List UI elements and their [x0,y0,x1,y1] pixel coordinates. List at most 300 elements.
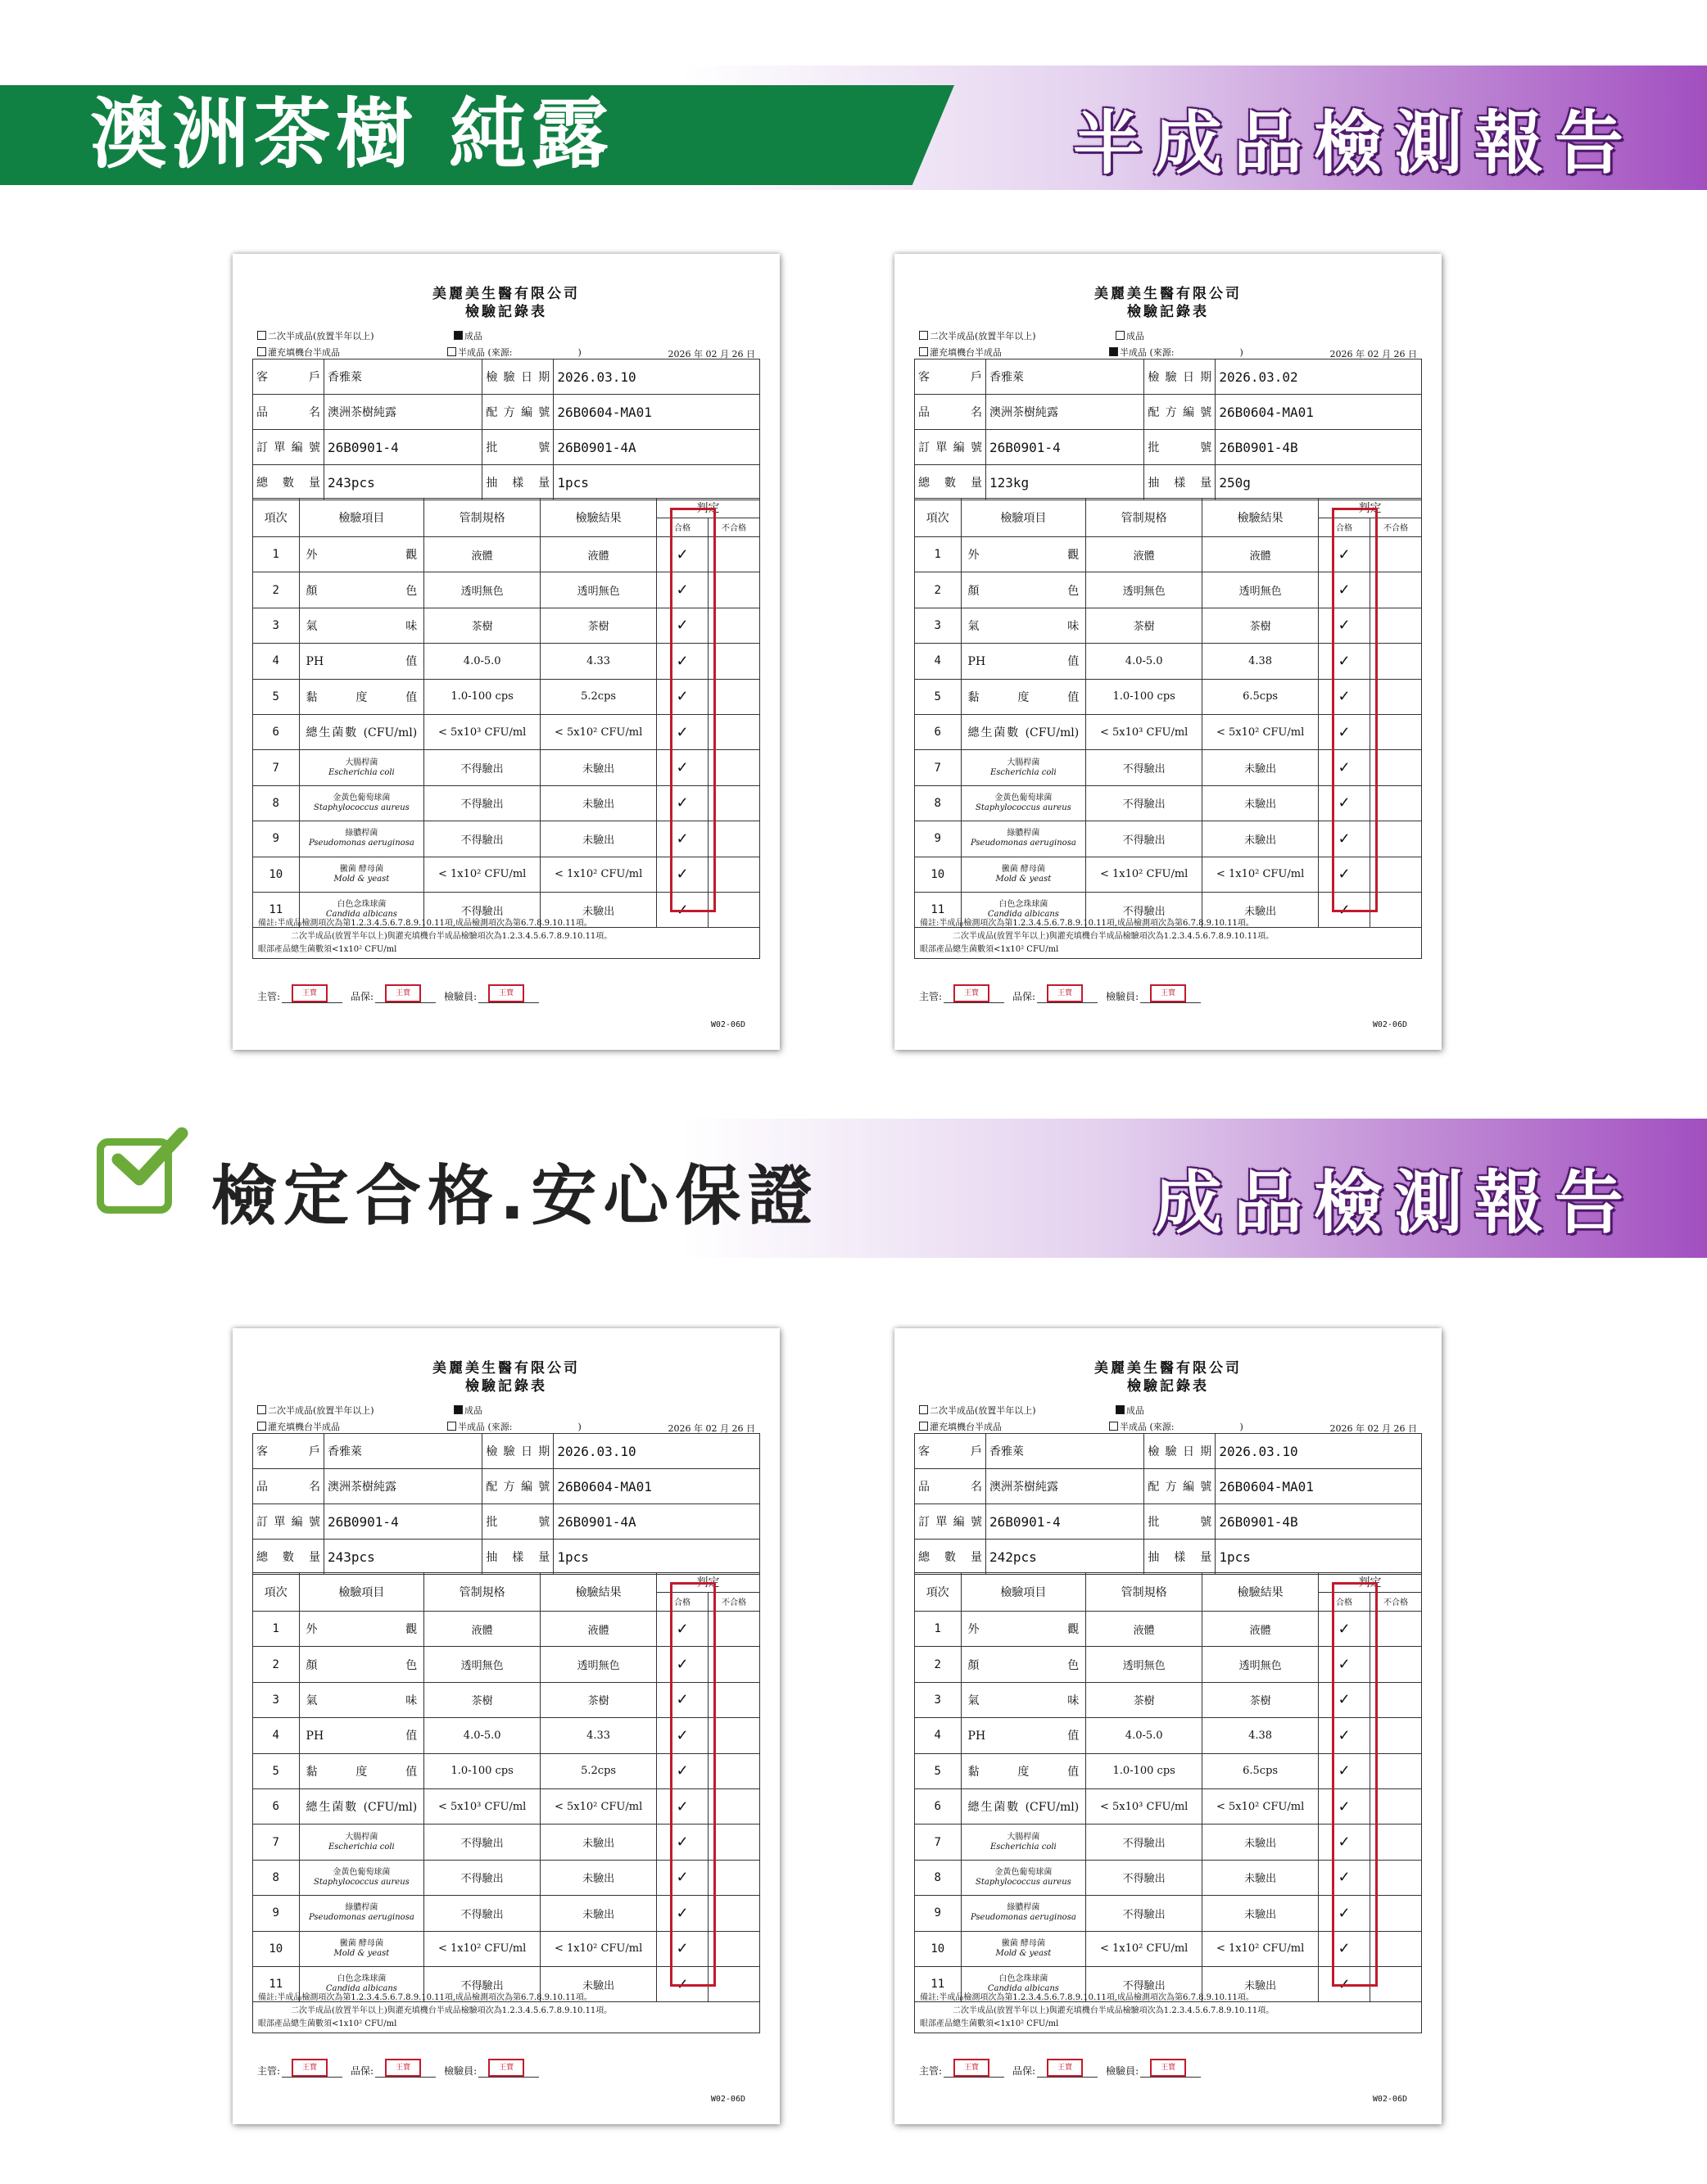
item-spec: 茶樹 [424,608,541,643]
pass-check-icon: ✓ [657,1788,709,1824]
pass-check-icon: ✓ [657,1931,709,1966]
item-no: 4 [915,1718,962,1753]
item-result: 未驗出 [541,785,657,821]
item-result: 4.33 [541,1718,657,1753]
stamp: 王寶 [488,984,524,1002]
item-spec: 不得驗出 [1086,1860,1202,1895]
header-pass: 合格 [1319,518,1370,537]
pass-column-highlight [670,1582,716,1987]
item-result: < 5x10² CFU/ml [1202,1788,1319,1824]
pass-check-icon: ✓ [657,714,709,749]
item-name: 總生菌數 (CFU/ml) [961,1788,1086,1824]
option-filled-semi: 灌充填機台半成品 [919,1420,1002,1433]
item-no: 5 [915,1753,962,1788]
item-spec: 4.0-5.0 [424,644,541,679]
item-name: 黏 度 值 [961,1753,1086,1788]
item-no: 9 [253,1896,300,1931]
header-no: 項次 [915,499,962,537]
item-result: 未驗出 [541,821,657,857]
form-title: 檢驗記錄表 [465,1378,547,1395]
item-name: 白色念珠球菌 Candida albicans [299,1966,424,2001]
check-icon [106,1127,188,1192]
form-number: W02-06D [1372,1020,1407,1029]
pass-check-icon: ✓ [657,1825,709,1860]
item-name: 金黃色葡萄球菌 Staphylococcus aureus [961,1860,1086,1895]
checkbox-icon [257,331,266,340]
pass-check-icon: ✓ [657,857,709,892]
pass-check-icon: ✓ [1319,608,1370,643]
item-result: 液體 [1202,537,1319,572]
option-finished: 成品 [454,1404,482,1417]
item-result: 透明無色 [1202,572,1319,608]
item-name: 大腸桿菌 Escherichia coli [299,1825,424,1860]
item-result: < 1x10² CFU/ml [1202,857,1319,892]
signature-row: 主管: 王寶 品保: 王寶 檢驗員: 王寶 [257,2064,547,2078]
item-no: 9 [915,1896,962,1931]
pass-check-icon: ✓ [657,572,709,608]
item-no: 2 [253,572,300,608]
inspection-document-semi-2 [894,254,1442,1050]
item-result: 未驗出 [1202,785,1319,821]
item-result: 茶樹 [1202,1682,1319,1717]
form-number: W02-06D [1372,2095,1407,2104]
total-value: 123kg [986,465,1144,500]
item-no: 9 [253,821,300,857]
item-result: < 1x10² CFU/ml [541,1931,657,1966]
item-name: 總生菌數 (CFU/ml) [961,714,1086,749]
label-batch: 批 號 [1144,430,1216,465]
stamp: 王寶 [953,2059,989,2077]
item-name: 綠膿桿菌 Pseudomonas aeruginosa [299,1896,424,1931]
item-spec: 透明無色 [424,1647,541,1682]
company-name: 美麗美生醫有限公司 [1094,1360,1242,1377]
item-no: 2 [915,1647,962,1682]
item-no: 11 [915,892,962,927]
sample-value: 250g [1216,465,1422,500]
product-value: 澳洲茶樹純露 [324,1469,482,1504]
item-result: 6.5cps [1202,1753,1319,1788]
header-item: 檢驗項目 [299,499,424,537]
header-spec: 管制規格 [424,499,541,537]
item-no: 2 [253,1647,300,1682]
item-no: 6 [253,1788,300,1824]
checkbox-icon [1116,331,1125,340]
option-semi: 半成品 (來源: ) [1109,346,1243,359]
item-result: 透明無色 [541,1647,657,1682]
item-result: 5.2cps [541,679,657,714]
checkbox-icon [454,1405,463,1414]
item-spec: 液體 [424,537,541,572]
header-verdict: 判定 [1319,1573,1422,1593]
item-result: 未驗出 [1202,1860,1319,1895]
item-name: 黏 度 值 [299,679,424,714]
pass-check-icon: ✓ [657,1718,709,1753]
stamp: 王寶 [1150,984,1186,1002]
item-name: 氣 味 [961,608,1086,643]
label-product: 品 名 [253,1469,324,1504]
label-customer: 客 戶 [915,359,986,395]
pass-column-highlight [1332,508,1378,912]
item-spec: 不得驗出 [1086,1896,1202,1931]
item-name: PH 值 [299,644,424,679]
pass-check-icon: ✓ [1319,572,1370,608]
pass-check-icon: ✓ [657,1896,709,1931]
label-sample: 抽樣量 [1144,1540,1216,1575]
checkbox-icon [919,1405,928,1414]
item-no: 1 [253,537,300,572]
pass-check-icon: ✓ [657,1682,709,1717]
pass-check-icon: ✓ [1319,892,1370,927]
item-no: 1 [253,1612,300,1647]
info-table [252,359,760,500]
item-spec: 茶樹 [1086,608,1202,643]
item-result: 未驗出 [541,750,657,785]
item-name: 綠膿桿菌 Pseudomonas aeruginosa [961,821,1086,857]
item-result: < 1x10² CFU/ml [1202,1931,1319,1966]
item-name: 外 觀 [299,537,424,572]
info-table [914,359,1422,500]
item-name: 大腸桿菌 Escherichia coli [961,1825,1086,1860]
option-filled-semi: 灌充填機台半成品 [257,346,340,359]
total-value: 243pcs [324,1540,482,1575]
form-number: W02-06D [710,1020,745,1029]
item-no: 10 [253,1931,300,1966]
label-total: 總數量 [253,1540,324,1575]
pass-check-icon: ✓ [657,1860,709,1895]
item-no: 8 [915,785,962,821]
option-second-semi: 二次半成品(放置半年以上) [257,1404,374,1417]
item-no: 7 [253,1825,300,1860]
item-name: 金黃色葡萄球菌 Staphylococcus aureus [299,1860,424,1895]
pass-check-icon: ✓ [657,608,709,643]
item-no: 6 [915,714,962,749]
item-result: < 5x10² CFU/ml [541,1788,657,1824]
pass-check-icon: ✓ [657,1647,709,1682]
label-customer: 客 戶 [253,1434,324,1469]
pass-check-icon: ✓ [657,892,709,927]
remarks: 備註:半成品檢測項次為第1.2.3.4.5.6.7.8.9.10.11項,成品檢測項次為第6.7.8.9.10.11項。 二次半成品(放置半年以上)與灌充填機台半成品檢驗項次為1.2.3.4.5.6.7.8.9.10.11項。 眼部產品總生菌數須<1x10² CFU/ml [252,916,760,959]
pass-check-icon: ✓ [1319,750,1370,785]
item-name: 大腸桿菌 Escherichia coli [961,750,1086,785]
item-spec: 不得驗出 [424,750,541,785]
checkbox-icon [919,331,928,340]
pass-check-icon: ✓ [1319,1825,1370,1860]
option-filled-semi: 灌充填機台半成品 [919,346,1002,359]
item-spec: 不得驗出 [424,1860,541,1895]
item-spec: 1.0-100 cps [1086,1753,1202,1788]
checkbox-icon [1116,1405,1125,1414]
item-spec: < 5x10³ CFU/ml [1086,1788,1202,1824]
item-result: < 1x10² CFU/ml [541,857,657,892]
item-name: 顏 色 [299,572,424,608]
item-result: 液體 [541,1612,657,1647]
stamp: 王寶 [292,2059,328,2077]
item-no: 2 [915,572,962,608]
checkbox-icon [1109,1422,1118,1431]
checkbox-icon [919,347,928,356]
item-spec: 不得驗出 [424,821,541,857]
pass-check-icon: ✓ [657,821,709,857]
item-spec: 液體 [1086,1612,1202,1647]
stamp: 王寶 [488,2059,524,2077]
checkbox-icon [1109,347,1118,356]
label-total: 總數量 [915,465,986,500]
label-product: 品 名 [253,395,324,430]
pass-check-icon: ✓ [657,1612,709,1647]
final-report-title: 成品檢測報告 [1152,1163,1635,1243]
customer-value: 香雅萊 [986,359,1144,395]
item-result: < 5x10² CFU/ml [1202,714,1319,749]
option-second-semi: 二次半成品(放置半年以上) [257,329,374,342]
item-spec: 不得驗出 [1086,1825,1202,1860]
label-formula: 配方編號 [482,395,554,430]
item-spec: 透明無色 [424,572,541,608]
item-name: 氣 味 [299,1682,424,1717]
header-no: 項次 [253,499,300,537]
order-value: 26B0901-4 [324,430,482,465]
item-no: 11 [915,1966,962,2001]
item-name: 黴菌 酵母菌 Mold & yeast [961,1931,1086,1966]
option-filled-semi: 灌充填機台半成品 [257,1420,340,1433]
product-value: 澳洲茶樹純露 [986,395,1144,430]
item-name: 總生菌數 (CFU/ml) [299,1788,424,1824]
pass-check-icon: ✓ [657,1753,709,1788]
item-no: 4 [253,1718,300,1753]
test-date-value: 2026.03.10 [554,359,760,395]
remarks: 備註:半成品檢測項次為第1.2.3.4.5.6.7.8.9.10.11項,成品檢測項次為第6.7.8.9.10.11項。 二次半成品(放置半年以上)與灌充填機台半成品檢驗項次為1.2.3.4.5.6.7.8.9.10.11項。 眼部產品總生菌數須<1x10² CFU/ml [252,1990,760,2033]
label-order: 訂單編號 [253,1504,324,1540]
header-pass: 合格 [657,518,709,537]
stamp: 王寶 [1047,984,1083,1002]
header-fail: 不合格 [1370,518,1422,537]
batch-value: 26B0901-4B [1216,1504,1422,1540]
item-no: 3 [253,608,300,643]
label-product: 品 名 [915,1469,986,1504]
sample-value: 1pcs [554,465,760,500]
item-result: 茶樹 [541,1682,657,1717]
item-name: 金黃色葡萄球菌 Staphylococcus aureus [299,785,424,821]
header-result: 檢驗結果 [1202,499,1319,537]
form-date: 2026 年 02 月 26 日 [1329,1423,1417,1434]
product-value: 澳洲茶樹純露 [324,395,482,430]
item-spec: 茶樹 [424,1682,541,1717]
pass-check-icon: ✓ [657,537,709,572]
form-date: 2026 年 02 月 26 日 [668,349,755,359]
item-name: 黴菌 酵母菌 Mold & yeast [299,1931,424,1966]
item-name: 白色念珠球菌 Candida albicans [299,892,424,927]
label-sample: 抽樣量 [1144,465,1216,500]
item-result: < 5x10² CFU/ml [541,714,657,749]
test-date-value: 2026.03.10 [554,1434,760,1469]
item-name: 大腸桿菌 Escherichia coli [299,750,424,785]
item-spec: < 5x10³ CFU/ml [424,714,541,749]
item-no: 6 [253,714,300,749]
label-customer: 客 戶 [915,1434,986,1469]
option-semi: 半成品 (來源: ) [447,1420,582,1433]
item-result: 未驗出 [541,892,657,927]
label-batch: 批 號 [482,1504,554,1540]
item-spec: 1.0-100 cps [424,1753,541,1788]
order-value: 26B0901-4 [986,1504,1144,1540]
pass-check-icon: ✓ [1319,644,1370,679]
checkbox-icon [447,347,456,356]
item-result: 未驗出 [541,1860,657,1895]
pass-check-icon: ✓ [1319,1753,1370,1788]
item-name: 白色念珠球菌 Candida albicans [961,1966,1086,2001]
header-item: 檢驗項目 [961,499,1086,537]
header-verdict: 判定 [657,499,760,518]
remarks: 備註:半成品檢測項次為第1.2.3.4.5.6.7.8.9.10.11項,成品檢測項次為第6.7.8.9.10.11項。 二次半成品(放置半年以上)與灌充填機台半成品檢驗項次為1.2.3.4.5.6.7.8.9.10.11項。 眼部產品總生菌數須<1x10² CFU/ml [914,916,1422,959]
inspection-document-final-1 [233,1328,780,2124]
item-name: 金黃色葡萄球菌 Staphylococcus aureus [961,785,1086,821]
pass-check-icon: ✓ [1319,1612,1370,1647]
item-result: 4.38 [1202,644,1319,679]
item-spec: 不得驗出 [1086,892,1202,927]
item-name: 黏 度 值 [961,679,1086,714]
formula-value: 26B0604-MA01 [1216,1469,1422,1504]
form-date: 2026 年 02 月 26 日 [1329,349,1417,359]
item-no: 5 [253,679,300,714]
item-name: 外 觀 [961,537,1086,572]
item-spec: < 1x10² CFU/ml [1086,857,1202,892]
item-no: 3 [253,1682,300,1717]
form-title: 檢驗記錄表 [1127,304,1209,320]
form-number: W02-06D [710,2095,745,2104]
form-title: 檢驗記錄表 [465,304,547,320]
item-spec: 4.0-5.0 [424,1718,541,1753]
item-no: 8 [915,1860,962,1895]
header-verdict: 判定 [657,1573,760,1593]
label-customer: 客 戶 [253,359,324,395]
item-name: 氣 味 [299,608,424,643]
label-formula: 配方編號 [1144,395,1216,430]
label-batch: 批 號 [1144,1504,1216,1540]
remarks: 備註:半成品檢測項次為第1.2.3.4.5.6.7.8.9.10.11項,成品檢測項次為第6.7.8.9.10.11項。 二次半成品(放置半年以上)與灌充填機台半成品檢驗項次為1.2.3.4.5.6.7.8.9.10.11項。 眼部產品總生菌數須<1x10² CFU/ml [914,1990,1422,2033]
item-result: 5.2cps [541,1753,657,1788]
item-spec: 不得驗出 [424,1896,541,1931]
stamp: 王寶 [1150,2059,1186,2077]
item-spec: 透明無色 [1086,572,1202,608]
header-result: 檢驗結果 [541,499,657,537]
product-value: 澳洲茶樹純露 [986,1469,1144,1504]
sample-value: 1pcs [554,1540,760,1575]
label-sample: 抽樣量 [482,465,554,500]
label-test-date: 檢驗日期 [482,1434,554,1469]
item-name: 氣 味 [961,1682,1086,1717]
item-result: 未驗出 [1202,892,1319,927]
item-no: 5 [253,1753,300,1788]
item-name: 外 觀 [961,1612,1086,1647]
item-result: 未驗出 [541,1825,657,1860]
header-pass: 合格 [1319,1592,1370,1612]
header-pass: 合格 [657,1592,709,1612]
header-fail: 不合格 [1370,1592,1422,1612]
pass-check-icon: ✓ [1319,857,1370,892]
item-no: 11 [253,892,300,927]
item-result: 4.33 [541,644,657,679]
item-spec: 不得驗出 [424,1825,541,1860]
header-item: 檢驗項目 [961,1573,1086,1612]
info-table [914,1433,1422,1575]
item-spec: 1.0-100 cps [1086,679,1202,714]
checkbox-icon [447,1422,456,1431]
item-no: 1 [915,1612,962,1647]
signature-row: 主管: 王寶 品保: 王寶 檢驗員: 王寶 [257,989,547,1003]
pass-check-icon: ✓ [657,750,709,785]
company-name: 美麗美生醫有限公司 [432,286,580,302]
header-verdict: 判定 [1319,499,1422,518]
product-title: 澳洲茶樹 純露 [90,90,614,179]
batch-value: 26B0901-4B [1216,430,1422,465]
pass-column-highlight [1332,1582,1378,1987]
pass-check-icon: ✓ [657,644,709,679]
item-no: 7 [915,1825,962,1860]
item-no: 8 [253,785,300,821]
item-result: 未驗出 [1202,821,1319,857]
item-spec: 透明無色 [1086,1647,1202,1682]
item-spec: 液體 [1086,537,1202,572]
item-name: 白色念珠球菌 Candida albicans [961,892,1086,927]
item-name: PH 值 [961,1718,1086,1753]
pass-check-icon: ✓ [1319,785,1370,821]
item-result: 液體 [541,537,657,572]
item-spec: 4.0-5.0 [1086,1718,1202,1753]
info-table [252,1433,760,1575]
order-value: 26B0901-4 [986,430,1144,465]
item-spec: 茶樹 [1086,1682,1202,1717]
total-value: 242pcs [986,1540,1144,1575]
label-order: 訂單編號 [915,1504,986,1540]
header-spec: 管制規格 [424,1573,541,1612]
pass-check-icon: ✓ [1319,1860,1370,1895]
label-product: 品 名 [915,395,986,430]
item-result: 未驗出 [1202,1825,1319,1860]
item-spec: 不得驗出 [424,785,541,821]
item-name: PH 值 [961,644,1086,679]
item-spec: < 5x10³ CFU/ml [424,1788,541,1824]
sample-value: 1pcs [1216,1540,1422,1575]
pass-column-highlight [670,508,716,912]
item-no: 10 [915,1931,962,1966]
inspection-document-final-2 [894,1328,1442,2124]
stamp: 王寶 [953,984,989,1002]
signature-row: 主管: 王寶 品保: 王寶 檢驗員: 王寶 [919,989,1209,1003]
option-second-semi: 二次半成品(放置半年以上) [919,329,1036,342]
inspection-document-semi-1 [233,254,780,1050]
item-spec: 液體 [424,1612,541,1647]
stamp: 王寶 [292,984,328,1002]
item-result: 液體 [1202,1612,1319,1647]
item-spec: < 5x10³ CFU/ml [1086,714,1202,749]
item-spec: 4.0-5.0 [1086,644,1202,679]
signature-row: 主管: 王寶 品保: 王寶 檢驗員: 王寶 [919,2064,1209,2078]
pass-check-icon: ✓ [1319,1647,1370,1682]
form-date: 2026 年 02 月 26 日 [668,1423,755,1434]
customer-value: 香雅萊 [324,359,482,395]
item-no: 7 [253,750,300,785]
pass-check-icon: ✓ [1319,1896,1370,1931]
company-name: 美麗美生醫有限公司 [432,1360,580,1377]
item-name: PH 值 [299,1718,424,1753]
label-formula: 配方編號 [482,1469,554,1504]
header-no: 項次 [253,1573,300,1612]
label-order: 訂單編號 [253,430,324,465]
item-no: 9 [915,821,962,857]
item-spec: < 1x10² CFU/ml [424,857,541,892]
item-name: 黏 度 值 [299,1753,424,1788]
item-result: 透明無色 [541,572,657,608]
header-result: 檢驗結果 [1202,1573,1319,1612]
